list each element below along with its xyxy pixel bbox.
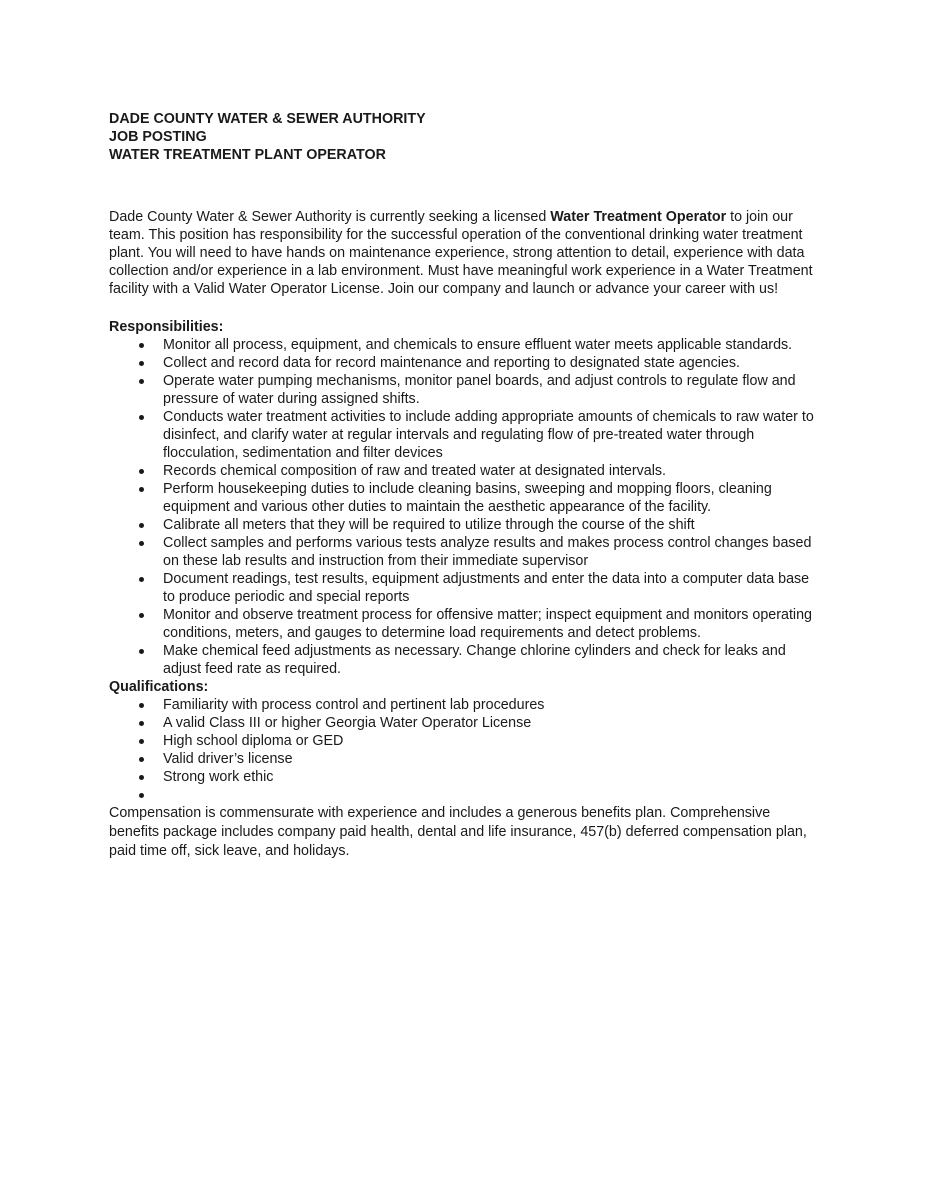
bullet-icon bbox=[139, 487, 144, 492]
responsibilities-list bbox=[109, 336, 821, 678]
list-item bbox=[109, 336, 821, 354]
organization-title: DADE COUNTY WATER & SEWER AUTHORITY bbox=[109, 111, 426, 127]
list-item-text: Collect samples and performs various tests analyze results and makes process control changes based on these lab results and instruction from their immediate supervisor bbox=[163, 535, 812, 569]
list-item bbox=[109, 354, 821, 372]
list-item bbox=[109, 642, 821, 678]
list-item bbox=[109, 768, 821, 786]
list-item bbox=[109, 516, 821, 534]
list-item bbox=[109, 750, 821, 768]
intro-position-emphasis: Water Treatment Operator bbox=[550, 209, 727, 225]
compensation-paragraph: Compensation is commensurate with experience and includes a generous benefits plan. Comprehensive benefits package includes company paid health, dental and life insurance, 457(b) deferred compensation plan, paid time off, sick leave, and holidays. bbox=[109, 805, 807, 859]
bullet-icon bbox=[139, 577, 144, 582]
bullet-icon bbox=[139, 379, 144, 384]
list-item-text: Records chemical composition of raw and treated water at designated intervals. bbox=[163, 463, 667, 479]
list-item-text: Perform housekeeping duties to include cleaning basins, sweeping and mopping floors, cleaning equipment and various other duties to maintain the aesthetic appearance of the facility. bbox=[163, 481, 772, 515]
list-item bbox=[109, 714, 821, 732]
bullet-icon bbox=[139, 739, 144, 744]
bullet-icon bbox=[139, 361, 144, 366]
bullet-icon bbox=[139, 613, 144, 618]
bullet-icon bbox=[139, 469, 144, 474]
list-item bbox=[109, 606, 821, 642]
list-item-text: Monitor and observe treatment process for offensive matter; inspect equipment and monitors operating conditions, meters, and gauges to determine load requirements and detect problems. bbox=[163, 607, 813, 641]
intro-text-before: Dade County Water & Sewer Authority is currently seeking a licensed bbox=[109, 209, 551, 225]
list-item-text: A valid Class III or higher Georgia Water Operator License bbox=[163, 715, 532, 731]
list-item-text: Valid driver’s license bbox=[163, 751, 293, 767]
list-item bbox=[109, 732, 821, 750]
empty-list-item bbox=[109, 786, 821, 804]
bullet-icon bbox=[139, 541, 144, 546]
qualifications-list bbox=[109, 696, 821, 804]
list-item-text: High school diploma or GED bbox=[163, 733, 344, 749]
bullet-icon bbox=[139, 415, 144, 420]
intro-paragraph bbox=[109, 208, 821, 298]
list-item-text: Strong work ethic bbox=[163, 769, 274, 785]
list-item-text: Monitor all process, equipment, and chemicals to ensure effluent water meets applicable standards. bbox=[163, 337, 793, 353]
list-item bbox=[109, 534, 821, 570]
list-item-text: Conducts water treatment activities to include adding appropriate amounts of chemicals to raw water to disinfect, and clarify water at regular intervals and regulating flow of pre-treated water through flocculation, sedimentation and filter devices bbox=[163, 409, 814, 461]
intro-text-after: to join our team. This position has responsibility for the successful operation of the conventional drinking water treatment plant. You will need to have hands on maintenance experience, strong attention to detail, experience with data collection and/or experience in a lab environment. Must have meaningful work experience in a Water Treatment facility with a Valid Water Operator License. Join our company and launch or advance your career with us! bbox=[109, 209, 813, 297]
list-item bbox=[109, 696, 821, 714]
list-item bbox=[109, 570, 821, 606]
list-item bbox=[109, 408, 821, 462]
bullet-icon bbox=[139, 703, 144, 708]
bullet-icon bbox=[139, 775, 144, 780]
list-item bbox=[109, 462, 821, 480]
document-body bbox=[109, 110, 821, 861]
bullet-icon bbox=[139, 649, 144, 654]
list-item bbox=[109, 480, 821, 516]
bullet-icon bbox=[139, 523, 144, 528]
bullet-icon bbox=[139, 721, 144, 726]
bullet-icon bbox=[139, 343, 144, 348]
list-item bbox=[109, 372, 821, 408]
bullet-icon bbox=[139, 757, 144, 762]
bullet-icon bbox=[139, 793, 144, 798]
posting-type-title: JOB POSTING bbox=[109, 129, 207, 145]
list-item-text: Calibrate all meters that they will be required to utilize through the course of the shift bbox=[163, 517, 695, 533]
qualifications-heading: Qualifications: bbox=[109, 679, 209, 695]
list-item-text: Operate water pumping mechanisms, monitor panel boards, and adjust controls to regulate flow and pressure of water during assigned shifts. bbox=[163, 373, 796, 407]
position-title: WATER TREATMENT PLANT OPERATOR bbox=[109, 147, 386, 163]
list-item-text: Make chemical feed adjustments as necessary. Change chlorine cylinders and check for leaks and adjust feed rate as required. bbox=[163, 643, 786, 677]
list-item-text: Document readings, test results, equipment adjustments and enter the data into a computer data base to produce periodic and special reports bbox=[163, 571, 810, 605]
list-item-text: Familiarity with process control and pertinent lab procedures bbox=[163, 697, 545, 713]
list-item-text: Collect and record data for record maintenance and reporting to designated state agencies. bbox=[163, 355, 740, 371]
responsibilities-heading: Responsibilities: bbox=[109, 319, 224, 335]
